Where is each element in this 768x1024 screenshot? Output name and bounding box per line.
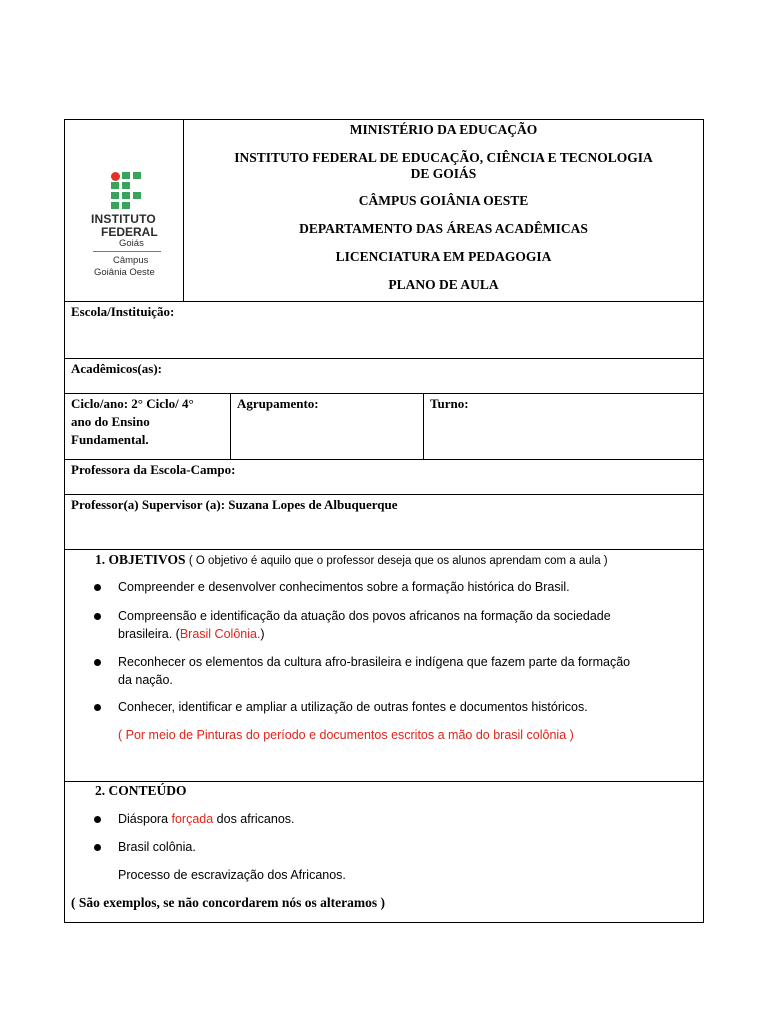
objetivos-title-line: [95, 551, 608, 570]
professora-label: Professora da Escola-Campo:: [71, 462, 236, 477]
ministry-title: MINISTÉRIO DA EDUCAÇÃO: [349, 122, 538, 137]
academicos-row: [64, 359, 704, 394]
objetivo-2-suffix: ): [260, 627, 265, 641]
campus-title: CÂMPUS GOIÂNIA OESTE: [358, 193, 529, 208]
bullet-icon: [94, 704, 101, 711]
logo-text-campus: Câmpus: [113, 255, 149, 266]
bullet-icon: [94, 584, 101, 591]
institution-logo: [89, 172, 189, 290]
conteudo-item-1: [118, 810, 687, 828]
objetivo-3-line-1: Reconhecer os elementos da cultura afro-brasileira e indígena que fazem parte da formação: [118, 655, 631, 669]
agrupamento-cell: [231, 394, 424, 459]
bullet-icon: [94, 816, 101, 823]
bullet-icon: [94, 659, 101, 666]
logo-text-goiania-oeste: Goiânia Oeste: [94, 267, 155, 278]
institute-title-1: INSTITUTO FEDERAL DE EDUCAÇÃO, CIÊNCIA E TECNOLOGIA: [234, 150, 653, 165]
conteudo-footer-note: ( São exemplos, se não concordarem nós os alteramos ): [71, 895, 385, 910]
ciclo-label-1: Ciclo/ano: 2° Ciclo/ 4°: [71, 396, 194, 411]
objetivo-2: [118, 607, 687, 643]
objetivo-2-highlight: Brasil Colônia.: [179, 627, 261, 641]
professora-row: [64, 460, 704, 495]
institute-title-2: DE GOIÁS: [410, 166, 477, 181]
ciclo-row: [64, 394, 704, 460]
ciclo-cell: [65, 394, 231, 459]
bullet-icon: [94, 844, 101, 851]
objetivo-2-line-1: Compreensão e identificação da atuação dos povos africanos na formação da sociedade: [118, 609, 611, 623]
conteudo-title: 2. CONTEÚDO: [95, 783, 187, 798]
department-title: DEPARTAMENTO DAS ÁREAS ACADÊMICAS: [299, 221, 588, 236]
objetivo-3-line-2: da nação.: [118, 673, 173, 687]
objetivos-section: [64, 550, 704, 782]
logo-text-federal: FEDERAL: [101, 225, 158, 239]
objetivo-1: Compreender e desenvolver conhecimentos sobre a formação histórica do Brasil.: [118, 580, 570, 594]
header-row: [64, 119, 704, 302]
document-title: PLANO DE AULA: [388, 277, 499, 292]
objetivo-3: [118, 653, 687, 689]
academicos-label: Acadêmicos(as):: [71, 361, 162, 376]
header-text-cell: [184, 120, 703, 301]
objetivo-4: Conhecer, identificar e ampliar a utilização de outras fontes e documentos históricos.: [118, 700, 588, 714]
logo-divider: [93, 251, 161, 252]
supervisor-row: [64, 495, 704, 550]
conteudo-subitem: Processo de escravização dos Africanos.: [118, 868, 346, 882]
conteudo-item-1-suffix: dos africanos.: [213, 812, 295, 826]
logo-text-goias: Goiás: [119, 238, 144, 249]
conteudo-section: [64, 782, 704, 923]
turno-label: Turno:: [430, 396, 469, 411]
course-title: LICENCIATURA EM PEDAGOGIA: [335, 249, 552, 264]
lesson-plan-document: [64, 119, 704, 923]
ciclo-label-3: Fundamental.: [71, 432, 149, 447]
supervisor-label: Professor(a) Supervisor (a): Suzana Lopes de Albuquerque: [71, 497, 398, 512]
ciclo-label-2: ano do Ensino: [71, 414, 150, 429]
escola-label: Escola/Instituição:: [71, 304, 175, 319]
escola-row: [64, 302, 704, 359]
conteudo-item-2: Brasil colônia.: [118, 840, 196, 854]
objetivos-red-note: ( Por meio de Pinturas do período e documentos escritos a mão do brasil colônia ): [118, 728, 574, 742]
conteudo-item-1-prefix: Diáspora: [118, 812, 172, 826]
conteudo-item-1-highlight: forçada: [171, 812, 214, 826]
objetivo-2-line-2: [118, 625, 687, 643]
logo-cell: [65, 120, 184, 301]
agrupamento-label: Agrupamento:: [237, 396, 319, 411]
objetivo-2-prefix: brasileira. (: [118, 627, 180, 641]
bullet-icon: [94, 613, 101, 620]
logo-text-instituto: INSTITUTO: [91, 212, 156, 226]
objetivos-title: 1. OBJETIVOS: [95, 552, 186, 567]
objetivos-note: ( O objetivo é aquilo que o professor deseja que os alunos aprendam com a aula ): [188, 555, 608, 567]
turno-cell: [424, 394, 703, 459]
